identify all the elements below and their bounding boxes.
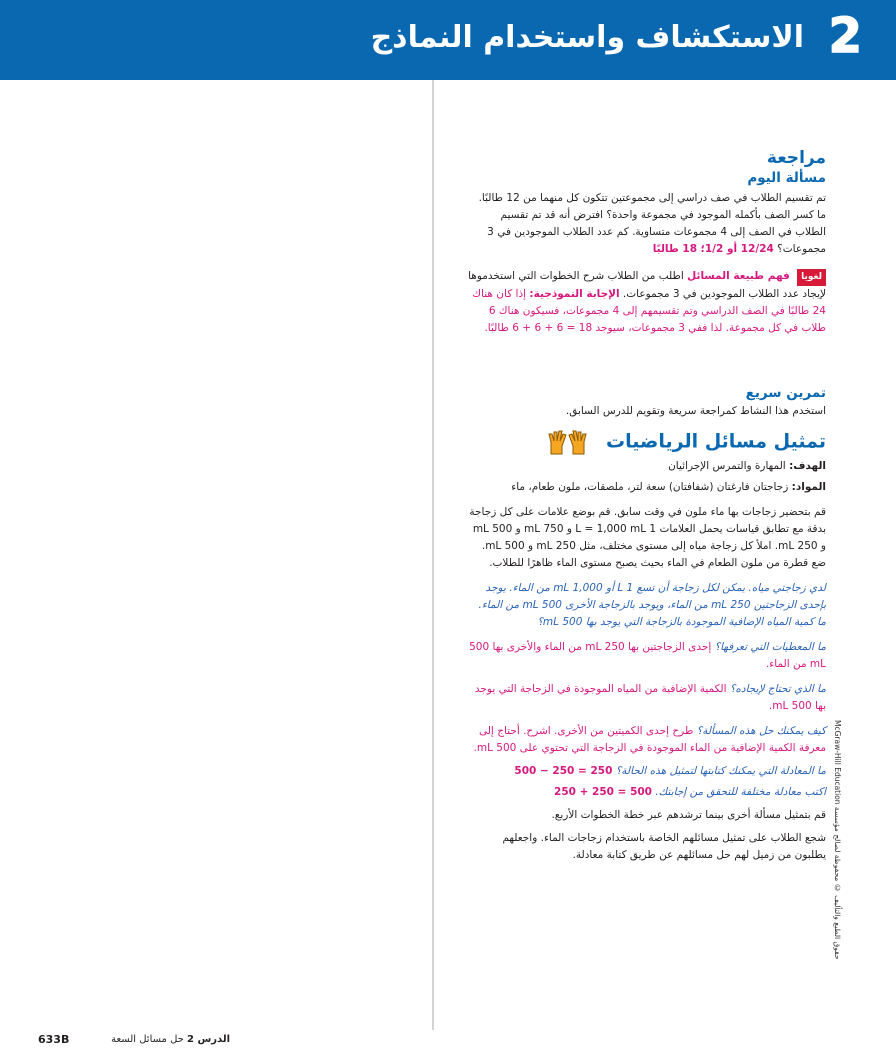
answer-2-text: الكمية الإضافية من المياه الموجودة في الزجاجة التي يوجد بها 500 mL.	[474, 683, 826, 712]
math-badge: لغويا	[797, 269, 826, 286]
materials-label: المواد:	[791, 481, 826, 493]
modeling-heading: تمثيل مسائل الرياضيات	[606, 430, 826, 453]
question-3-text: كيف يمكنك حل هذه المسألة؟	[696, 725, 826, 737]
problem-body: تم تقسيم الطلاب في صف دراسي إلى مجموعتين تتكون كل منهما من 12 طالبًا. ما كسر الصف بأكمله الموجود في مجموعة واحدة؟ افترض أنه قد تم تقسيم الطلاب في الصف إلى 4 مجموعات متساوية. كم عدد الطلاب الموجودين في 3 مجموعات؟	[478, 192, 826, 255]
footer-lesson-line	[111, 1034, 230, 1045]
question-5-text: اكتب معادلة مختلفة للتحقق من إجابتك.	[655, 786, 826, 798]
question-1	[468, 639, 826, 673]
question-2-text: ما الذي تحتاج لإيجاده؟	[729, 683, 826, 695]
modeling-scenario: لدي زجاجتي مياه. يمكن لكل زجاجة أن تسع 1 L أو 1,000 mL من الماء. يوجد بإحدى الزجاجتين 250 mL من الماء، ويوجد بالزجاجة الأخرى 500 mL من الماء. ما كمية المياه الإضافية الموجودة بالزجاجة التي يوجد بها 500 mL؟	[478, 582, 826, 628]
review-heading: مراجعة	[766, 148, 826, 168]
next-problem-text: قم بتمثيل مسألة أخرى بينما ترشدهم عبر خطة الخطوات الأربع.	[551, 809, 826, 821]
quick-exercise-section	[468, 385, 826, 420]
problem-answer: 12/24 أو 1/2؛ 18 طالبًا	[652, 243, 774, 255]
chapter-number: 2	[828, 8, 862, 64]
goal-line	[468, 458, 826, 475]
nature-text: اطلب من الطلاب شرح الخطوات التي استخدموها لإيجاد عدد الطلاب الموجودين في 3 مجموعات.	[468, 270, 826, 300]
chapter-title: الاستكشاف واستخدام النماذج	[370, 20, 804, 55]
nature-of-problems	[468, 268, 826, 337]
goal-text: المهارة والتمرس الإجرائيان	[668, 460, 786, 472]
sample-answer-label: الإجابة النموذجية:	[529, 288, 620, 300]
nature-label: فهم طبيعة المسائل	[687, 270, 790, 282]
sample-answer: إذا كان هناك 24 طالبًا في الصف الدراسي وتم تقسيمهم إلى 4 مجموعات، فسيكون هناك 6 طلاب في كل مجموعة. لذا ففي 3 مجموعات، سيوجد 18 = 6 + 6 + 6 طالبًا.	[472, 288, 826, 334]
copyright-label: حقوق الطبع والتأليف © محفوظة لصالح مؤسسة McGraw-Hill Education	[833, 720, 842, 960]
materials-text: زجاجتان فارغتان (شفافتان) سعة لتر، ملصقات، ملون طعام، ماء	[511, 481, 789, 493]
question-2	[468, 681, 826, 715]
problem-text	[468, 190, 826, 258]
question-5	[468, 784, 826, 801]
page-number: 633B	[38, 1033, 70, 1046]
column-divider	[432, 80, 434, 1030]
question-1-text: ما المعطيات التي تعرفها؟	[714, 641, 826, 653]
question-3	[468, 723, 826, 757]
closing-text: شجع الطلاب على تمثيل مسائلهم الخاصة باستخدام زجاجات الماء. واجعلهم يطلبون من زميل لهم حل مسائلهم عن طريق كتابة معادلة.	[502, 832, 826, 861]
chapter-header	[0, 0, 896, 80]
quick-exercise-text: استخدم هذا النشاط كمراجعة سريعة وتقويم للدرس السابق.	[565, 405, 826, 417]
answer-1-text: إحدى الزجاجتين بها 250 mL من الماء والأخرى بها 500 mL من الماء.	[469, 641, 826, 670]
footer-lesson-title: حل مسائل السعة	[111, 1034, 184, 1045]
answer-4-text: 500 − 250 = 250	[514, 765, 613, 777]
problem-heading: مسألة اليوم	[747, 170, 826, 186]
quick-exercise-heading: تمرين سريع	[745, 385, 826, 401]
question-4-text: ما المعادلة التي يمكنك كتابتها لتمثيل هذه الحالة؟	[615, 765, 826, 777]
question-4	[468, 763, 826, 780]
modeling-section	[468, 428, 826, 864]
footer-lesson: الدرس 2	[187, 1034, 230, 1045]
modeling-heading-row	[468, 428, 826, 456]
answer-5-text: 250 + 250 = 500	[554, 786, 652, 798]
goal-label: الهدف:	[789, 460, 826, 472]
review-section	[468, 148, 826, 337]
hands-icon	[547, 428, 593, 456]
modeling-intro: قم بتحضير زجاجات بها ماء ملون في وقت سابق. قم بوضع علامات على كل زجاجة بدقة مع تطابق قياسات يحمل العلامات 1 L = 1,000 mL و 750 mL و 500 mL و 250 mL. املأ كل زجاجة مياه إلى مستوى مختلف، مثل 250 mL و 500 mL. ضع قطرة من ملون الطعام في الماء بحيث يصبح مستوى الماء ظاهرًا للطلاب.	[469, 506, 826, 569]
materials-line	[468, 479, 826, 496]
answer-3-text: طرح إحدى الكميتين من الأخرى. اشرح. أحتاج إلى معرفة الكمية الإضافية من الماء الموجودة في الزجاجة التي تحتوي على 500 mL.	[473, 725, 826, 754]
